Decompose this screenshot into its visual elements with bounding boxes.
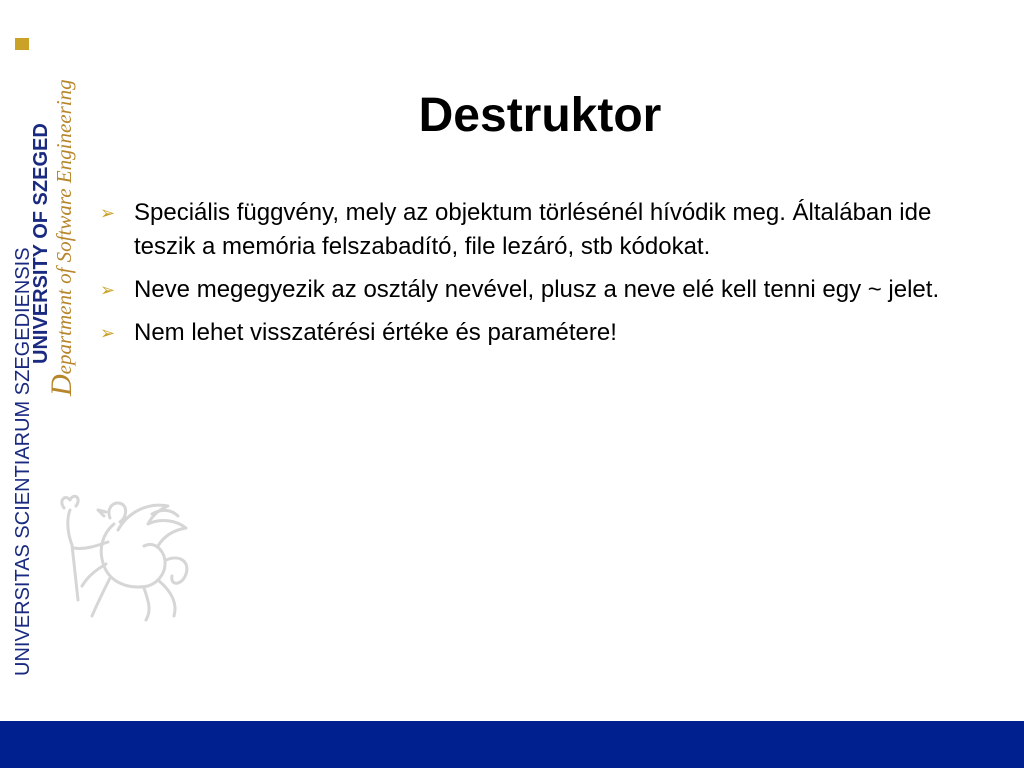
department-name-rest: epartment of Software Engineering	[52, 79, 76, 375]
bullet-item	[96, 316, 966, 350]
department-name	[45, 79, 79, 396]
bullet-text: Neve megegyezik az osztály nevével, plusz a neve elé kell tenni egy ~ jelet.	[134, 276, 940, 303]
arrow-bullet-icon: ➢	[100, 323, 116, 343]
slide-title: Destruktor	[418, 89, 662, 142]
corner-square-decoration	[15, 38, 29, 50]
footer-bar	[0, 721, 1024, 768]
bullet-text: Nem lehet visszatérési értéke és paramétere!	[134, 319, 617, 346]
bullet-text: Speciális függvény, mely az objektum törlésénél hívódik meg. Általában ide teszik a memória felszabadító, file lezáró, stb kódokat.	[134, 199, 932, 260]
bullet-list	[96, 196, 966, 359]
griffin-emblem-icon	[48, 490, 198, 630]
bullet-item	[96, 196, 966, 264]
arrow-bullet-icon: ➢	[100, 280, 116, 300]
bullet-item	[96, 273, 966, 307]
latin-university-name: UNIVERSITAS SCIENTIARUM SZEGEDIENSIS	[12, 247, 34, 676]
department-initial: D	[45, 374, 78, 396]
university-name: UNIVERSITY OF SZEGED	[30, 123, 52, 364]
arrow-bullet-icon: ➢	[100, 203, 116, 223]
